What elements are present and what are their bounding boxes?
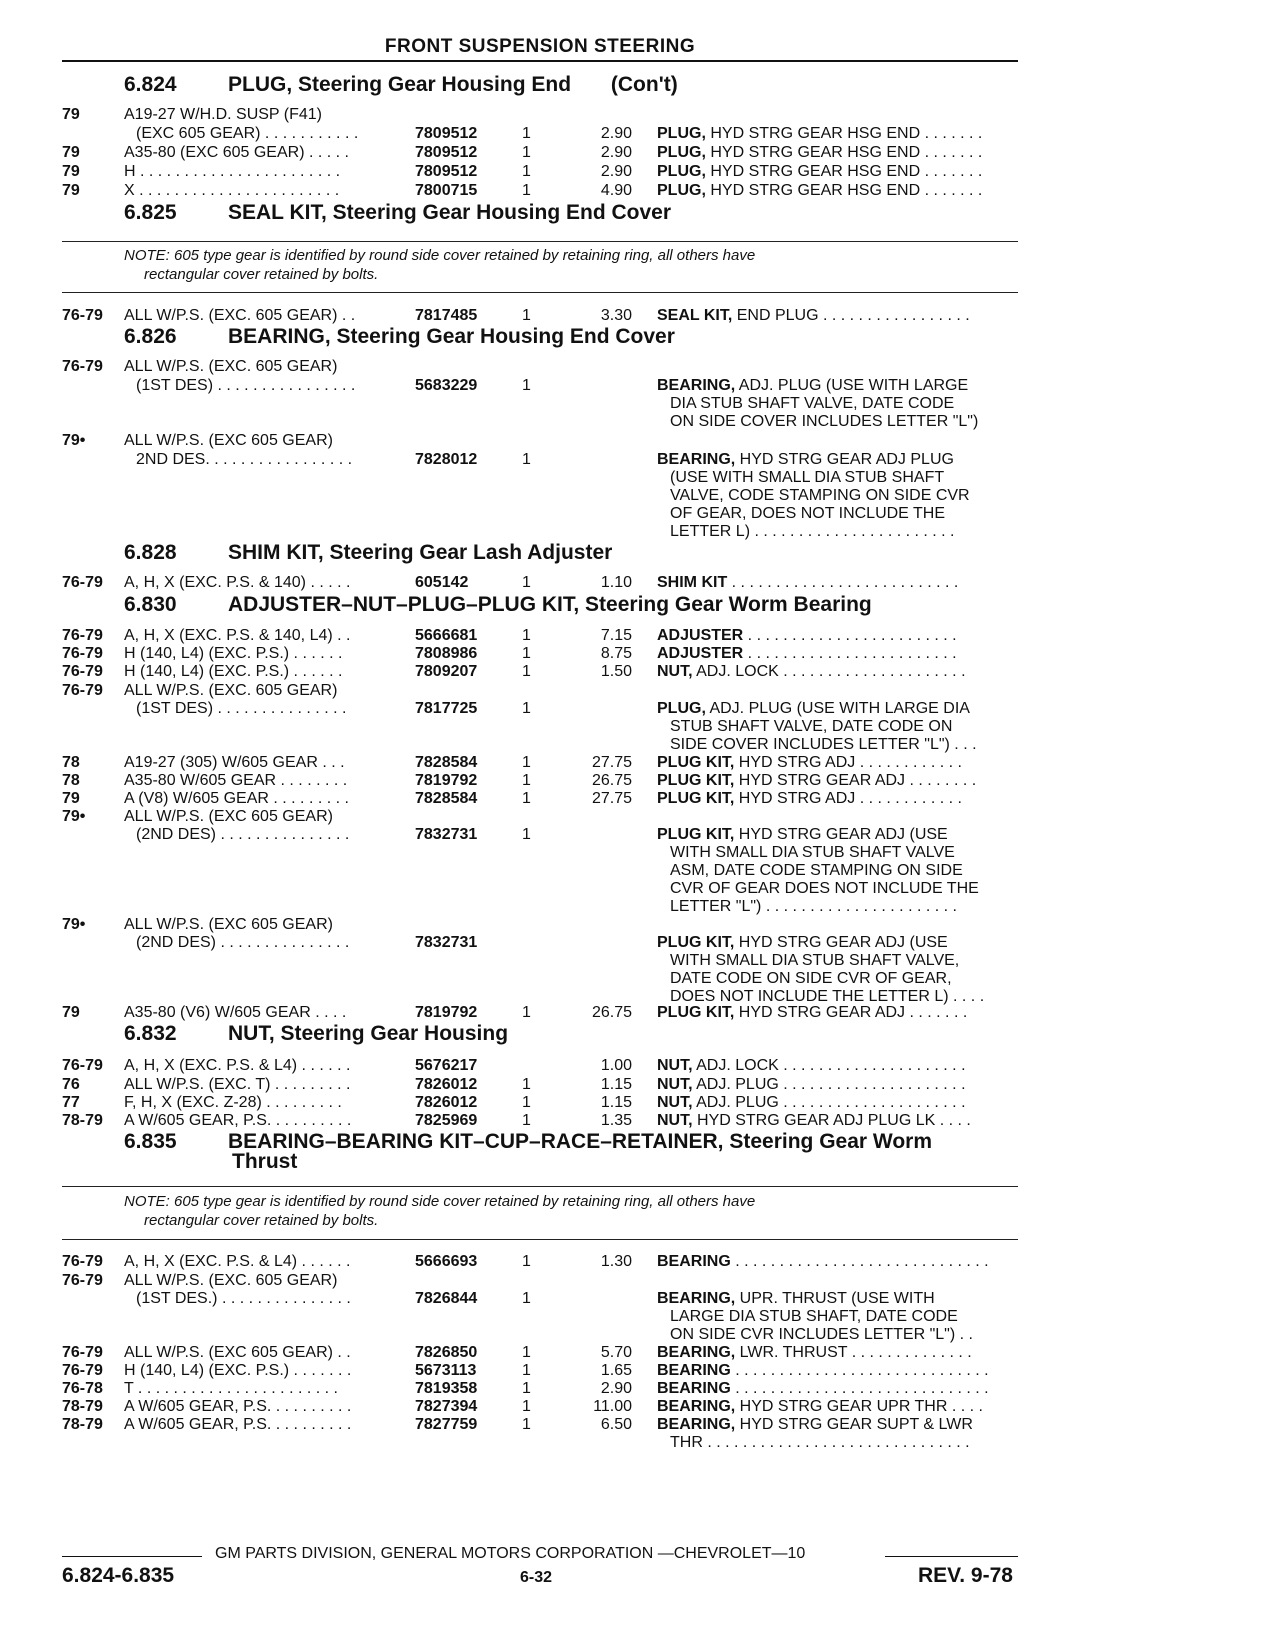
part-detail: . . . . . . . . . . . . . . . . . . . . . . . . . . [727,574,959,591]
model-year: 78 [62,772,80,789]
application-desc: ALL W/P.S. (EXC. 605 GEAR) [124,1272,338,1289]
part-name: NUT, [657,1094,693,1111]
price: 8.75 [600,645,632,662]
part-name: BEARING, [657,1344,736,1361]
application-desc: A W/605 GEAR, P.S. . . . . . . . . . [124,1398,352,1415]
price: 27.75 [591,754,632,771]
section-number: 6.825 [124,201,177,224]
part-name: SEAL KIT, [657,307,733,324]
section-heading-6828 [124,541,612,565]
footer-page-number: 6-32 [520,1569,553,1586]
model-year: 79 [62,144,80,161]
part-name: PLUG, [657,182,706,199]
quantity: 1 [522,1362,531,1379]
section-number: 6.824 [124,73,177,96]
note-line: NOTE: 605 type gear is identified by round side cover retained by retaining ring, all others have [124,247,756,264]
part-description [657,1398,983,1416]
application-desc: ALL W/P.S. (EXC 605 GEAR) [124,432,333,449]
quantity: 1 [522,574,531,591]
quantity: 1 [522,307,531,324]
part-name: BEARING, [657,1398,736,1415]
part-number: 7809512 [415,125,478,142]
model-year: 77 [62,1094,80,1111]
part-name: BEARING [657,1362,731,1379]
price: 1.50 [600,663,632,680]
part-description [657,1057,966,1075]
part-name: NUT, [657,1112,693,1129]
part-description [657,1344,972,1362]
part-detail: HYD STRG GEAR UPR THR . . . . [735,1398,983,1415]
part-description [657,934,984,1006]
model-year: 76-79 [62,663,103,680]
price: 2.90 [600,163,632,180]
price: 2.90 [600,144,632,161]
quantity: 1 [522,1290,531,1307]
quantity: 1 [522,1380,531,1397]
price: 1.00 [600,1057,632,1074]
price: 6.50 [600,1416,632,1433]
section-title-continued: Thrust [232,1150,298,1173]
model-year: 79 [62,182,80,199]
part-name: BEARING, [657,451,736,468]
part-detail-continued: LETTER L) . . . . . . . . . . . . . . . . . . . . . . . [670,523,955,540]
quantity: 1 [522,451,531,468]
part-detail: ADJ. LOCK . . . . . . . . . . . . . . . . . . . . . [692,1057,966,1074]
part-name: SHIM KIT [657,574,728,591]
part-name: PLUG, [657,125,706,142]
part-detail-continued: WITH SMALL DIA STUB SHAFT VALVE [670,844,955,861]
part-detail: HYD STRG GEAR HSG END . . . . . . . [705,125,983,142]
quantity: 1 [522,182,531,199]
price: 1.15 [600,1094,632,1111]
part-detail: . . . . . . . . . . . . . . . . . . . . . . . . [743,627,957,644]
application-desc: A, H, X (EXC. P.S. & 140, L4) . . [124,627,351,644]
application-desc: A35-80 W/605 GEAR . . . . . . . . [124,772,348,789]
section-number: 6.835 [124,1130,177,1153]
part-detail: ADJ. PLUG (USE WITH LARGE DIA [705,700,970,717]
part-number: 5666693 [415,1253,478,1270]
part-detail: ADJ. LOCK . . . . . . . . . . . . . . . . . . . . . [692,663,966,680]
quantity: 1 [522,377,531,394]
part-detail: HYD STRG ADJ . . . . . . . . . . . . [734,754,962,771]
price: 1.10 [600,574,632,591]
quantity: 1 [522,790,531,807]
part-description [657,826,979,916]
part-detail-continued: ASM, DATE CODE STAMPING ON SIDE [670,862,963,879]
part-name: PLUG KIT, [657,1004,735,1021]
quantity: 1 [522,1416,531,1433]
model-year: 78-79 [62,1398,103,1415]
part-number: 7826850 [415,1344,478,1361]
part-detail: ADJ. PLUG . . . . . . . . . . . . . . . . . . . . . [692,1094,966,1111]
quantity: 1 [522,645,531,662]
price: 11.00 [593,1398,632,1415]
footer-revision: REV. 9-78 [918,1564,1013,1587]
application-desc: T . . . . . . . . . . . . . . . . . . . . . . . [124,1380,338,1397]
part-name: NUT, [657,1057,693,1074]
part-number: 7826012 [415,1094,478,1111]
quantity: 1 [522,1344,531,1361]
part-number: 7819358 [415,1380,478,1397]
footer-rule-left [62,1556,202,1557]
application-desc: A W/605 GEAR, P.S. . . . . . . . . . [124,1112,352,1129]
part-detail: HYD STRG GEAR ADJ . . . . . . . [734,1004,968,1021]
part-description [657,1112,971,1130]
model-year: 79 [62,1004,80,1021]
part-number: 7832731 [415,934,478,951]
part-description [657,574,958,592]
application-desc: ALL W/P.S. (EXC 605 GEAR) . . [124,1344,351,1361]
part-name: BEARING [657,1253,731,1270]
part-description [657,772,976,790]
model-year: 76-79 [62,682,103,699]
page-header-title: FRONT SUSPENSION STEERING [384,36,696,57]
part-number: 7827394 [415,1398,478,1415]
part-number: 7828584 [415,754,478,771]
part-number: 7826844 [415,1290,478,1307]
part-detail: . . . . . . . . . . . . . . . . . . . . . . . . . . . . . [730,1362,989,1379]
part-detail-continued: OF GEAR, DOES NOT INCLUDE THE [670,505,946,522]
price: 2.90 [600,125,632,142]
part-name: PLUG, [657,163,706,180]
price: 5.70 [600,1344,632,1361]
section-heading-6826 [124,325,675,349]
part-detail: HYD STRG GEAR HSG END . . . . . . . [705,144,983,161]
application-desc: A19-27 W/H.D. SUSP (F41) [124,106,322,123]
part-name: PLUG KIT, [657,754,735,771]
application-desc: ALL W/P.S. (EXC. T) . . . . . . . . . [124,1076,351,1093]
part-description [657,754,962,772]
part-detail-continued: CVR OF GEAR DOES NOT INCLUDE THE [670,880,979,897]
part-detail-continued: LARGE DIA STUB SHAFT, DATE CODE [670,1308,958,1325]
part-description [657,700,977,754]
part-detail-continued: DATE CODE ON SIDE CVR OF GEAR, [670,970,952,987]
footer-section-range: 6.824-6.835 [62,1564,175,1587]
section-title: BEARING, Steering Gear Housing End Cover [228,325,675,348]
part-description [657,1380,989,1398]
part-description [657,1004,967,1022]
part-number: 5676217 [415,1057,478,1074]
part-detail-continued: DIA STUB SHAFT VALVE, DATE CODE [670,395,955,412]
part-detail: HYD STRG GEAR ADJ . . . . . . . . [734,772,977,789]
price: 7.15 [600,627,632,644]
application-desc: (1ST DES) . . . . . . . . . . . . . . . [136,700,347,717]
part-number: 7826012 [415,1076,478,1093]
application-desc: A (V8) W/605 GEAR . . . . . . . . . [124,790,349,807]
part-name: PLUG KIT, [657,772,735,789]
quantity: 1 [522,1076,531,1093]
price: 1.35 [600,1112,632,1129]
part-name: PLUG, [657,144,706,161]
quantity: 1 [522,754,531,771]
application-desc: 2ND DES. . . . . . . . . . . . . . . . . [136,451,353,468]
application-desc: A W/605 GEAR, P.S. . . . . . . . . . [124,1416,352,1433]
part-detail: . . . . . . . . . . . . . . . . . . . . . . . . . . . . . [730,1380,989,1397]
part-description [657,182,982,200]
price: 27.75 [591,790,632,807]
section-number: 6.832 [124,1022,177,1045]
model-year: 79• [62,432,86,449]
note-line: rectangular cover retained by bolts. [144,1212,379,1229]
part-detail: HYD STRG GEAR SUPT & LWR [735,1416,973,1433]
part-detail: LWR. THRUST . . . . . . . . . . . . . . [735,1344,972,1361]
application-desc: ALL W/P.S. (EXC. 605 GEAR) [124,682,338,699]
part-name: BEARING, [657,377,736,394]
model-year: 79• [62,808,86,825]
quantity: 1 [522,1398,531,1415]
part-detail: HYD STRG GEAR ADJ PLUG [735,451,954,468]
part-detail-continued: LETTER "L") . . . . . . . . . . . . . . . . . . . . . . [670,898,957,915]
part-description [657,1290,973,1344]
section-title: PLUG, Steering Gear Housing End [228,73,572,96]
application-desc: ALL W/P.S. (EXC. 605 GEAR) [124,358,338,375]
quantity: 1 [522,663,531,680]
note-line: NOTE: 605 type gear is identified by round side cover retained by retaining ring, all others have [124,1193,756,1210]
part-detail: . . . . . . . . . . . . . . . . . . . . . . . . [743,645,957,662]
footer-rule-right [885,1556,1018,1557]
part-detail: HYD STRG GEAR ADJ PLUG LK . . . . [692,1112,971,1129]
part-description [657,163,982,181]
quantity: 1 [522,1112,531,1129]
application-desc: A, H, X (EXC. P.S. & L4) . . . . . . [124,1057,351,1074]
application-desc: (2ND DES) . . . . . . . . . . . . . . . [136,826,350,843]
part-number: 5666681 [415,627,478,644]
section-heading-6825 [124,201,671,225]
part-detail-continued: ON SIDE CVR INCLUDES LETTER "L") . . [670,1326,973,1343]
part-detail-continued: ON SIDE COVER INCLUDES LETTER "L") [670,413,979,430]
part-description [657,663,966,681]
part-number: 7809512 [415,163,478,180]
application-desc: H (140, L4) (EXC. P.S.) . . . . . . [124,663,343,680]
part-detail-continued: THR . . . . . . . . . . . . . . . . . . . . . . . . . . . . . . [670,1434,970,1451]
section-note [124,246,984,284]
part-detail-continued: VALVE, CODE STAMPING ON SIDE CVR [670,487,970,504]
quantity: 1 [522,627,531,644]
part-detail: HYD STRG GEAR ADJ (USE [734,934,948,951]
price: 1.30 [600,1253,632,1270]
part-detail: . . . . . . . . . . . . . . . . . . . . . . . . . . . . . [730,1253,989,1270]
application-desc: A, H, X (EXC. P.S. & L4) . . . . . . [124,1253,351,1270]
price: 1.65 [600,1362,632,1379]
section-number: 6.826 [124,325,177,348]
part-detail: HYD STRG ADJ . . . . . . . . . . . . [734,790,962,807]
application-desc: ALL W/P.S. (EXC 605 GEAR) [124,808,333,825]
part-number: 7800715 [415,182,478,199]
part-number: 605142 [415,574,469,591]
part-description [657,125,982,143]
part-detail-continued: SIDE COVER INCLUDES LETTER "L") . . . [670,736,977,753]
application-desc: (1ST DES) . . . . . . . . . . . . . . . . [136,377,356,394]
model-year: 76-79 [62,1253,103,1270]
part-number: 7828584 [415,790,478,807]
part-number: 7809207 [415,663,478,680]
note-line: rectangular cover retained by bolts. [144,266,379,283]
application-desc: H (140, L4) (EXC. P.S.) . . . . . . . [124,1362,352,1379]
application-desc: ALL W/P.S. (EXC 605 GEAR) [124,916,333,933]
part-detail: UPR. THRUST (USE WITH [735,1290,935,1307]
model-year: 76-79 [62,1344,103,1361]
quantity: 1 [522,125,531,142]
part-name: PLUG, [657,700,706,717]
part-description [657,307,970,325]
note-rule-top [62,1186,1018,1187]
part-number: 7832731 [415,826,478,843]
part-number: 5673113 [415,1362,477,1379]
price: 26.75 [591,1004,632,1021]
part-detail: HYD STRG GEAR HSG END . . . . . . . [705,163,983,180]
footer-publisher: GM PARTS DIVISION, GENERAL MOTORS CORPORATION —CHEVROLET—10 [215,1545,806,1562]
quantity: 1 [522,163,531,180]
model-year: 76 [62,1076,80,1093]
part-description [657,1362,989,1380]
note-rule-bottom [62,292,1018,293]
part-detail: ADJ. PLUG (USE WITH LARGE [735,377,969,394]
price: 1.15 [600,1076,632,1093]
model-year: 76-79 [62,1272,103,1289]
part-number: 7827759 [415,1416,478,1433]
application-desc: ALL W/P.S. (EXC. 605 GEAR) . . [124,307,356,324]
quantity: 1 [522,772,531,789]
application-desc: A19-27 (305) W/605 GEAR . . . [124,754,345,771]
model-year: 76-79 [62,1057,103,1074]
part-name: PLUG KIT, [657,790,735,807]
part-name: ADJUSTER [657,645,744,662]
part-description [657,645,957,663]
model-year: 76-79 [62,358,103,375]
application-desc: A35-80 (EXC 605 GEAR) . . . . . [124,144,349,161]
part-name: NUT, [657,663,693,680]
part-detail: END PLUG . . . . . . . . . . . . . . . . . [732,307,970,324]
part-description [657,144,982,162]
model-year: 78-79 [62,1416,103,1433]
price: 26.75 [591,772,632,789]
model-year: 79 [62,163,80,180]
part-name: ADJUSTER [657,627,744,644]
part-description [657,377,978,431]
section-title: NUT, Steering Gear Housing [228,1022,509,1045]
section-title: ADJUSTER–NUT–PLUG–PLUG KIT, Steering Gear Worm Bearing [228,593,872,616]
section-number: 6.830 [124,593,177,616]
section-note [124,1192,984,1230]
model-year: 76-79 [62,627,103,644]
part-number: 7825969 [415,1112,478,1129]
part-description [657,451,970,541]
part-description [657,1416,973,1452]
part-detail: HYD STRG GEAR ADJ (USE [734,826,948,843]
model-year: 79 [62,106,80,123]
part-number: 7828012 [415,451,478,468]
note-rule-top [62,241,1018,242]
part-detail: ADJ. PLUG . . . . . . . . . . . . . . . . . . . . . [692,1076,966,1093]
section-title: SEAL KIT, Steering Gear Housing End Cover [228,201,672,224]
part-name: PLUG KIT, [657,826,735,843]
part-name: BEARING, [657,1290,736,1307]
part-description [657,1076,966,1094]
part-number: 7808986 [415,645,478,662]
quantity: 1 [522,1253,531,1270]
part-number: 7819792 [415,1004,478,1021]
part-detail-continued: STUB SHAFT VALVE, DATE CODE ON [670,718,953,735]
model-year: 76-79 [62,574,103,591]
application-desc: (1ST DES.) . . . . . . . . . . . . . . . [136,1290,351,1307]
price: 3.30 [600,307,632,324]
application-desc: A, H, X (EXC. P.S. & 140) . . . . . [124,574,351,591]
model-year: 76-79 [62,645,103,662]
note-rule-bottom [62,1239,1018,1240]
model-year: 79• [62,916,86,933]
part-detail: HYD STRG GEAR HSG END . . . . . . . [705,182,983,199]
part-detail-continued: DOES NOT INCLUDE THE LETTER L) . . . . [670,988,985,1005]
section-title: BEARING–BEARING KIT–CUP–RACE–RETAINER, Steering Gear Worm [228,1130,933,1153]
part-name: BEARING, [657,1416,736,1433]
part-name: PLUG KIT, [657,934,735,951]
application-desc: (2ND DES) . . . . . . . . . . . . . . . [136,934,350,951]
price: 4.90 [600,182,632,199]
application-desc: H . . . . . . . . . . . . . . . . . . . . . . . [124,163,341,180]
model-year: 78-79 [62,1112,103,1129]
part-name: BEARING [657,1380,731,1397]
quantity: 1 [522,826,531,843]
section-heading-6824 [124,73,678,97]
section-number: 6.828 [124,541,177,564]
quantity: 1 [522,1094,531,1111]
part-detail-continued: WITH SMALL DIA STUB SHAFT VALVE, [670,952,960,969]
application-desc: A35-80 (V6) W/605 GEAR . . . . [124,1004,347,1021]
quantity: 1 [522,1004,531,1021]
part-number: 7809512 [415,144,478,161]
section-heading-6830 [124,593,872,617]
price: 2.90 [600,1380,632,1397]
model-year: 76-79 [62,307,103,324]
part-detail-continued: (USE WITH SMALL DIA STUB SHAFT [670,469,945,486]
page-header-rule [62,60,1018,62]
part-number: 7817485 [415,307,478,324]
application-desc: F, H, X (EXC. Z-28) . . . . . . . . . [124,1094,342,1111]
section-continued: (Con't) [610,73,678,96]
part-description [657,627,957,645]
model-year: 79 [62,790,80,807]
section-title: SHIM KIT, Steering Gear Lash Adjuster [228,541,613,564]
part-name: NUT, [657,1076,693,1093]
section-heading-6832 [124,1022,508,1046]
quantity: 1 [522,144,531,161]
model-year: 76-79 [62,1362,103,1379]
application-desc: (EXC 605 GEAR) . . . . . . . . . . . [136,125,359,142]
model-year: 76-78 [62,1380,103,1397]
quantity: 1 [522,700,531,717]
part-description [657,1094,966,1112]
part-description [657,790,962,808]
part-number: 7819792 [415,772,478,789]
application-desc: X . . . . . . . . . . . . . . . . . . . . . . . [124,182,340,199]
model-year: 78 [62,754,80,771]
application-desc: H (140, L4) (EXC. P.S.) . . . . . . [124,645,343,662]
part-number: 5683229 [415,377,478,394]
part-number: 7817725 [415,700,478,717]
part-description [657,1253,989,1271]
